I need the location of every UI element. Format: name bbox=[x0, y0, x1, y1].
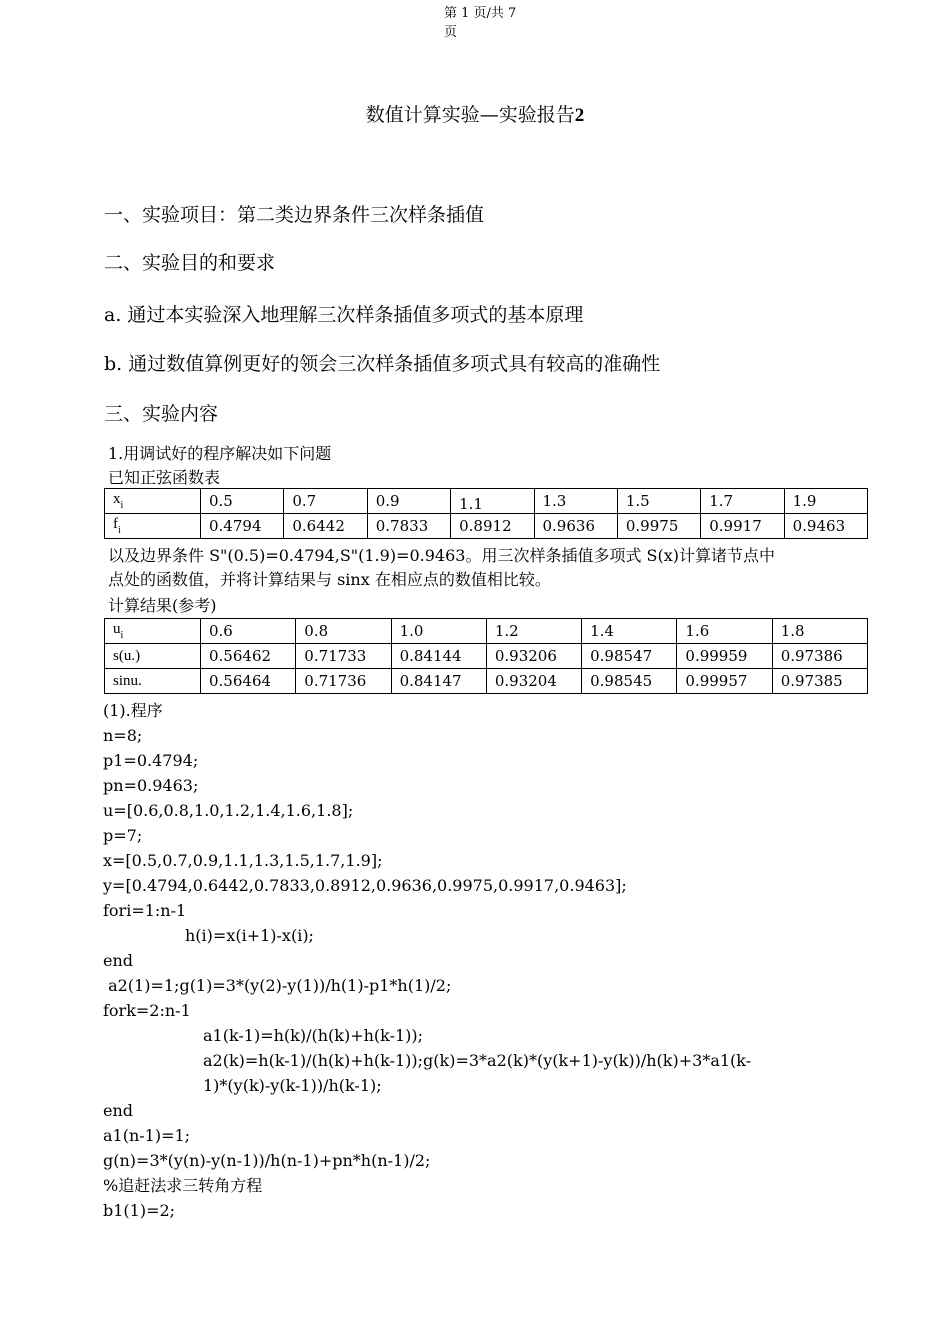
code-line: a2(1)=1;g(1)=3*(y(2)-y(1))/h(1)-p1*h(1)/2; bbox=[103, 976, 452, 995]
program-label: (1).程序 bbox=[103, 701, 163, 720]
table-cell: 0.84147 bbox=[391, 669, 486, 694]
f-label: f bbox=[113, 516, 118, 532]
code-line: p1=0.4794; bbox=[103, 751, 199, 770]
code-line: g(n)=3*(y(n)-y(n-1))/h(n-1)+pn*h(n-1)/2; bbox=[103, 1151, 431, 1170]
table-row bbox=[105, 644, 868, 669]
title-number: 2 bbox=[574, 105, 585, 126]
page-number-line1: 第 1 页/共 7 bbox=[444, 6, 517, 21]
code-line: u=[0.6,0.8,1.0,1.2,1.4,1.6,1.8]; bbox=[103, 801, 354, 820]
code-line: fori=1:n-1 bbox=[103, 901, 187, 920]
table-cell: 1.0 bbox=[391, 619, 486, 644]
x-subscript: i bbox=[120, 500, 124, 511]
table-cell: 1.1 bbox=[451, 489, 534, 514]
table-cell: 1.9 bbox=[784, 489, 867, 514]
section-heading-1: 一、实验项目：第二类边界条件三次样条插值 bbox=[104, 204, 485, 226]
code-line: end bbox=[103, 951, 134, 970]
table-cell: 0.71736 bbox=[296, 669, 391, 694]
code-line: p=7; bbox=[103, 826, 143, 845]
table-cell: 1.4 bbox=[582, 619, 677, 644]
table-cell: 0.99957 bbox=[677, 669, 772, 694]
x-label: x bbox=[113, 491, 121, 507]
objective-a: a. 通过本实验深入地理解三次样条插值多项式的基本原理 bbox=[104, 304, 584, 326]
code-line: b1(1)=2; bbox=[103, 1201, 176, 1220]
result-label: 计算结果(参考) bbox=[108, 596, 217, 615]
table-cell: 0.8 bbox=[296, 619, 391, 644]
sin-label: sinu. bbox=[105, 669, 201, 694]
table-cell: 1.2 bbox=[486, 619, 581, 644]
objective-b: b. 通过数值算例更好的领会三次样条插值多项式具有较高的准确性 bbox=[104, 353, 661, 375]
sine-table bbox=[104, 488, 868, 539]
code-line: pn=0.9463; bbox=[103, 776, 199, 795]
table-cell: 0.84144 bbox=[391, 644, 486, 669]
table-cell: 1.7 bbox=[701, 489, 784, 514]
table-cell: 0.9463 bbox=[784, 514, 867, 539]
table-cell: 0.7833 bbox=[367, 514, 450, 539]
table-cell: 0.97386 bbox=[772, 644, 867, 669]
table-cell: 1.5 bbox=[617, 489, 700, 514]
table-cell: 1.8 bbox=[772, 619, 867, 644]
table-cell: 0.9 bbox=[367, 489, 450, 514]
table-cell: 0.98547 bbox=[582, 644, 677, 669]
u-label: u bbox=[113, 621, 121, 637]
table-cell: 0.71733 bbox=[296, 644, 391, 669]
code-line: end bbox=[103, 1101, 134, 1120]
u-label-cell bbox=[105, 619, 201, 644]
x-label-cell bbox=[105, 489, 201, 514]
table-cell: 0.7 bbox=[284, 489, 367, 514]
title-text: 数值计算实验—实验报告 bbox=[365, 104, 575, 126]
code-line: fork=2:n-1 bbox=[103, 1001, 191, 1020]
table-cell: 0.98545 bbox=[582, 669, 677, 694]
u-subscript: i bbox=[120, 630, 124, 641]
f-subscript: i bbox=[118, 525, 121, 536]
code-line: %追赶法求三转角方程 bbox=[103, 1176, 263, 1195]
table-cell: 0.56462 bbox=[201, 644, 296, 669]
table-row bbox=[105, 619, 868, 644]
section-heading-2: 二、实验目的和要求 bbox=[104, 252, 276, 274]
table-row bbox=[105, 669, 868, 694]
table-cell: 0.4794 bbox=[201, 514, 284, 539]
boundary-description-2: 点处的函数值，并将计算结果与 sinx 在相应点的数值相比较。 bbox=[108, 570, 551, 589]
code-line: y=[0.4794,0.6442,0.7833,0.8912,0.9636,0.9975,0.9917,0.9463]; bbox=[103, 876, 627, 895]
code-line: a1(n-1)=1; bbox=[103, 1126, 191, 1145]
code-line: 1)*(y(k)-y(k-1))/h(k-1); bbox=[203, 1076, 382, 1095]
table-cell: 0.99959 bbox=[677, 644, 772, 669]
table-cell: 0.9975 bbox=[617, 514, 700, 539]
table-cell: 0.6442 bbox=[284, 514, 367, 539]
table-cell: 0.97385 bbox=[772, 669, 867, 694]
table-cell: 0.6 bbox=[201, 619, 296, 644]
page-number bbox=[444, 4, 544, 42]
code-line: n=8; bbox=[103, 726, 143, 745]
table-cell: 1.6 bbox=[677, 619, 772, 644]
table-cell: 1.3 bbox=[534, 489, 617, 514]
program-code bbox=[103, 698, 751, 1223]
result-table bbox=[104, 618, 868, 694]
table-cell: 0.9636 bbox=[534, 514, 617, 539]
code-line: h(i)=x(i+1)-x(i); bbox=[185, 926, 314, 945]
code-line: a2(k)=h(k-1)/(h(k)+h(k-1));g(k)=3*a2(k)*(y(k+1)-y(k))/h(k)+3*a1(k- bbox=[203, 1051, 752, 1070]
page-number-line2: 页 bbox=[444, 25, 458, 40]
section-heading-3: 三、实验内容 bbox=[104, 403, 219, 425]
table-row bbox=[105, 489, 868, 514]
code-line: x=[0.5,0.7,0.9,1.1,1.3,1.5,1.7,1.9]; bbox=[103, 851, 383, 870]
table-cell: 0.8912 bbox=[451, 514, 534, 539]
table-row bbox=[105, 514, 868, 539]
code-line: a1(k-1)=h(k)/(h(k)+h(k-1)); bbox=[203, 1026, 424, 1045]
page-title bbox=[0, 100, 950, 127]
table-cell: 0.93204 bbox=[486, 669, 581, 694]
boundary-description-1: 以及边界条件 S"(0.5)=0.4794,S"(1.9)=0.9463。用三次样条插值多项式 S(x)计算诸节点中 bbox=[108, 546, 776, 565]
problem-statement: 1.用调试好的程序解决如下问题 bbox=[108, 444, 332, 463]
s-label: s(u.) bbox=[105, 644, 201, 669]
table-cell: 0.93206 bbox=[486, 644, 581, 669]
f-label-cell bbox=[105, 514, 201, 539]
table-cell: 0.56464 bbox=[201, 669, 296, 694]
table-intro: 已知正弦函数表 bbox=[108, 468, 221, 487]
table-cell: 0.9917 bbox=[701, 514, 784, 539]
table-cell: 0.5 bbox=[201, 489, 284, 514]
